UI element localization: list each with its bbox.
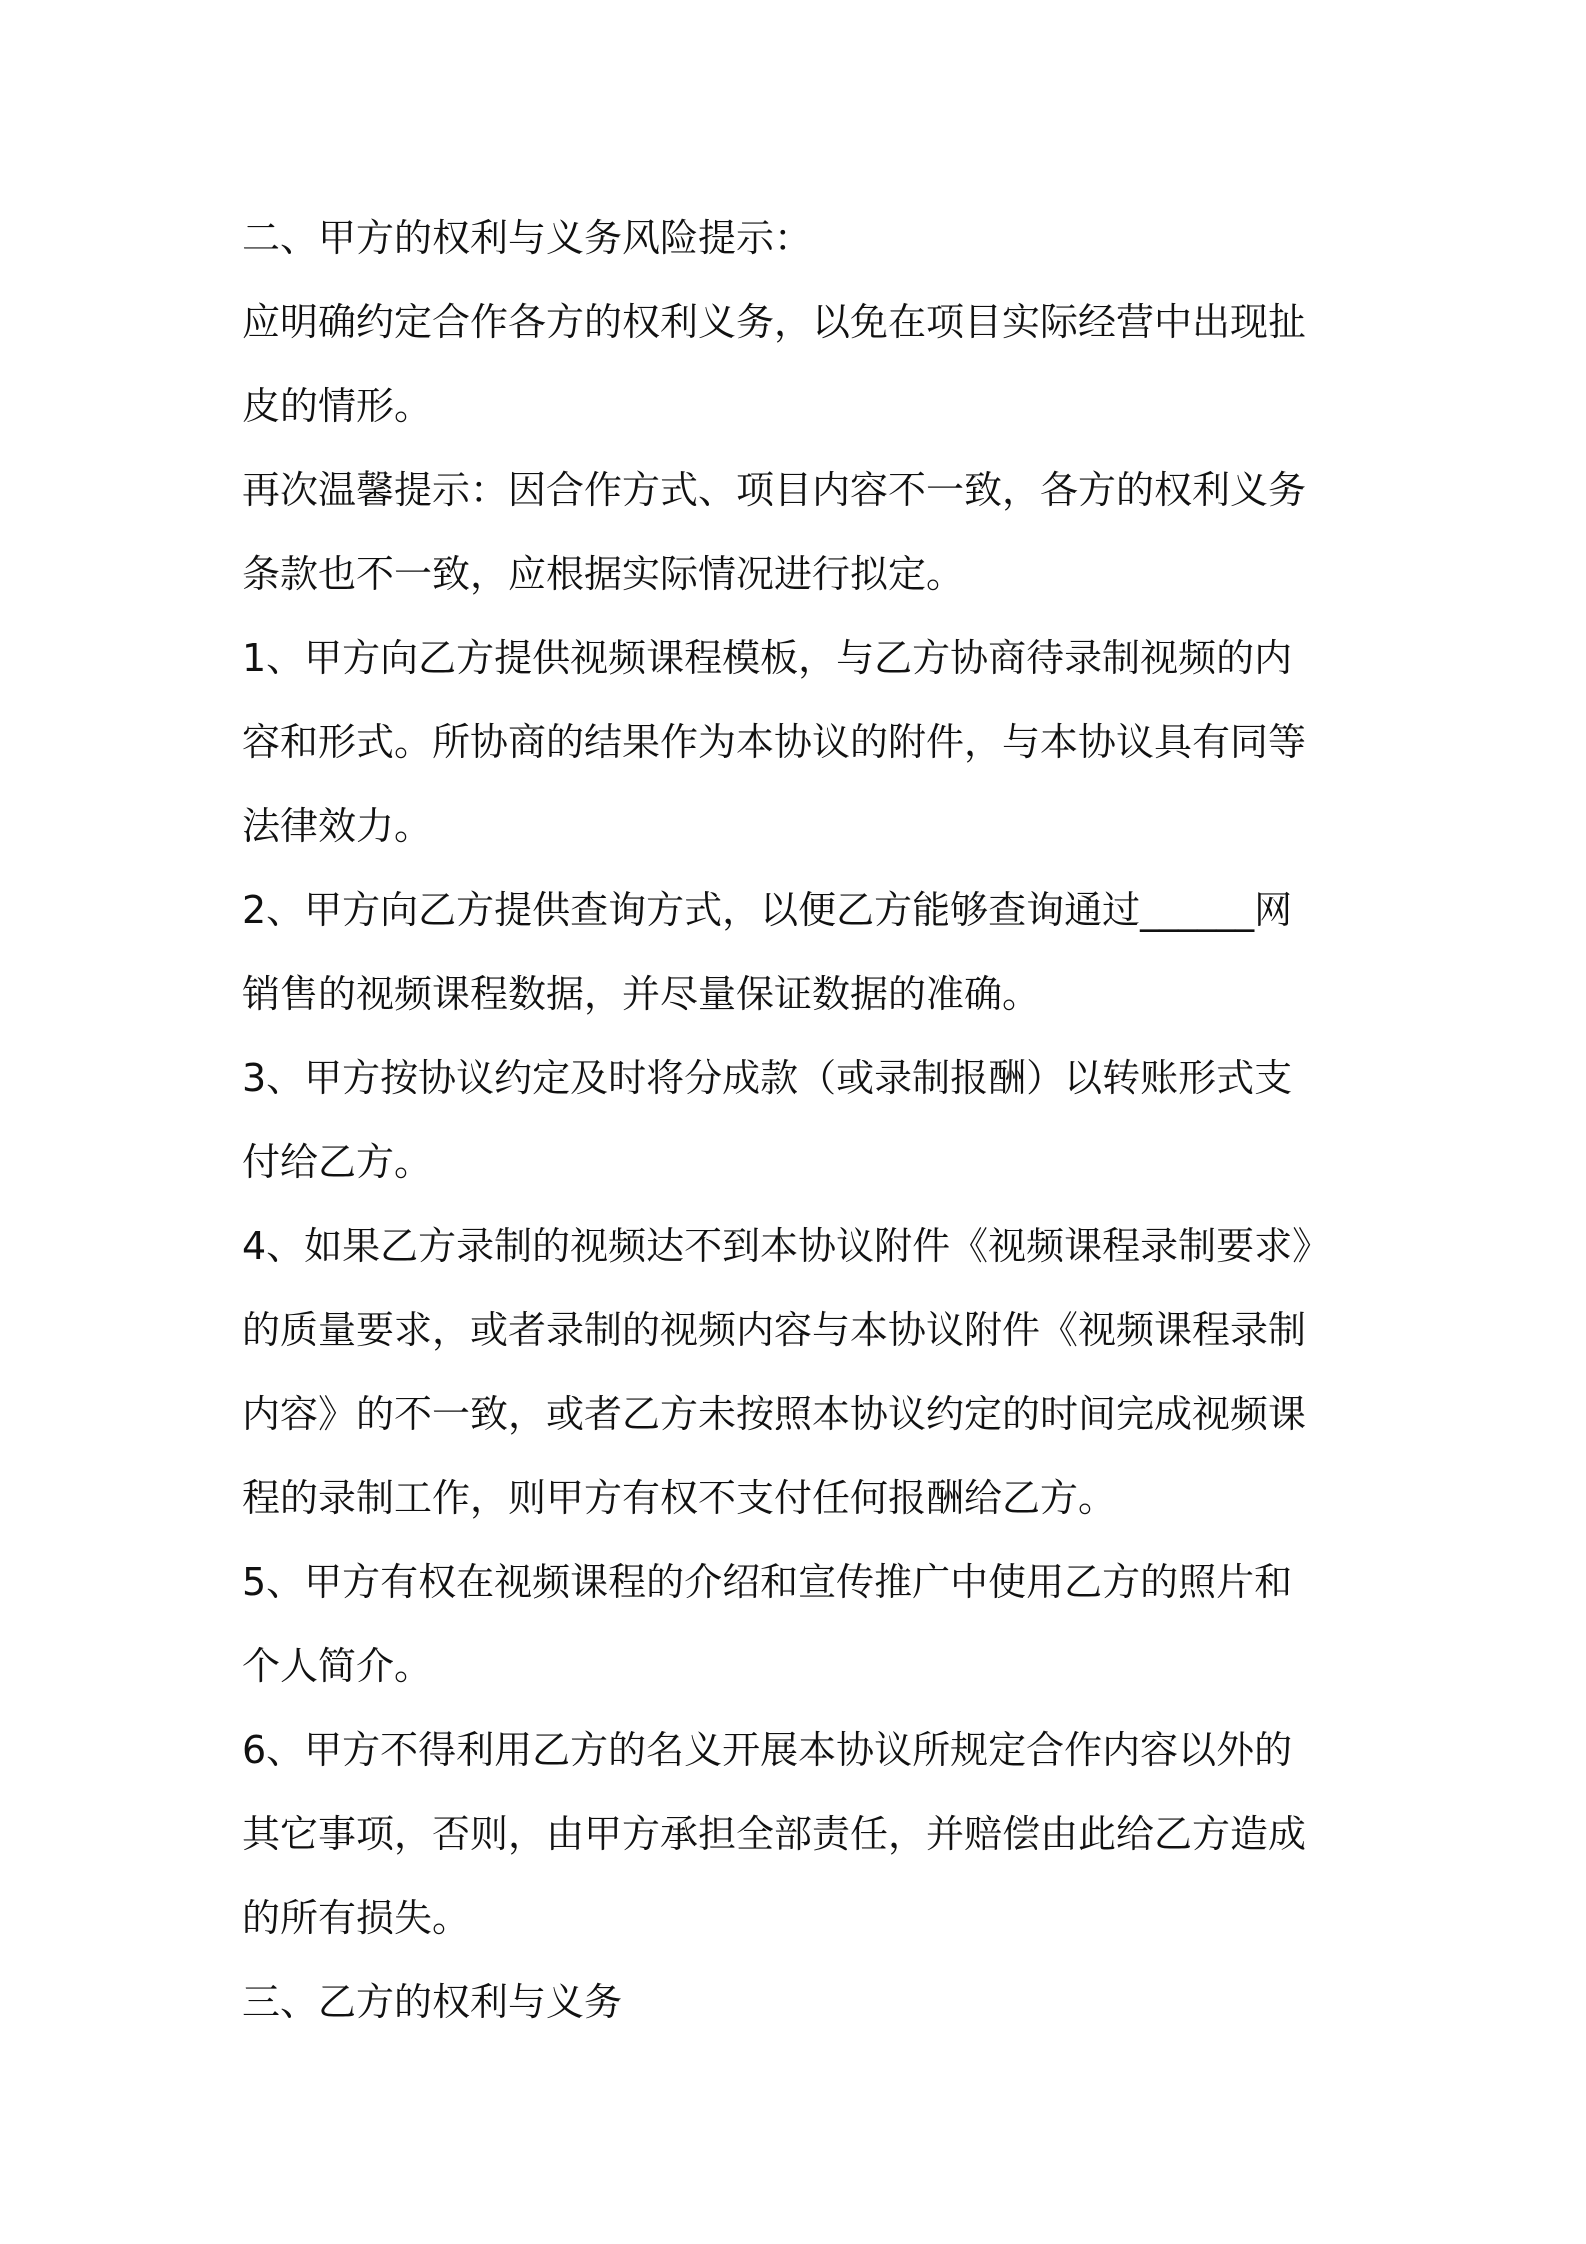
- clause-4-line: 程的录制工作，则甲方有权不支付任何报酬给乙方。: [242, 1476, 1117, 1520]
- clause-5-line: 个人简介。: [242, 1644, 433, 1688]
- clause-1-line: 容和形式。所协商的结果作为本协议的附件，与本协议具有同等: [242, 720, 1307, 764]
- clause-1-line: 法律效力。: [242, 804, 433, 848]
- clause-4: [242, 1204, 1362, 1540]
- reminder-line: 条款也不一致，应根据实际情况进行拟定。: [242, 552, 965, 596]
- clause-2-line: 销售的视频课程数据，并尽量保证数据的准确。: [242, 972, 1041, 1016]
- clause-3-line: 付给乙方。: [242, 1140, 433, 1184]
- section-2-heading: 二、甲方的权利与义务风险提示：: [242, 216, 813, 260]
- clause-5-line: 5、甲方有权在视频课程的介绍和宣传推广中使用乙方的照片和: [242, 1560, 1293, 1604]
- clause-6-line: 6、甲方不得利用乙方的名义开展本协议所规定合作内容以外的: [242, 1728, 1293, 1772]
- clause-4-line: 内容》的不一致，或者乙方未按照本协议约定的时间完成视频课: [242, 1392, 1307, 1436]
- clause-3-line: 3、甲方按协议约定及时将分成款（或录制报酬）以转账形式支: [242, 1056, 1293, 1100]
- clause-6-line: 的所有损失。: [242, 1896, 471, 1940]
- clause-2: [242, 868, 1362, 1036]
- clause-3: [242, 1036, 1362, 1204]
- document-body: [242, 196, 1362, 2044]
- clause-5: [242, 1540, 1362, 1708]
- risk-note-line: 皮的情形。: [242, 384, 433, 428]
- clause-2-line: 2、甲方向乙方提供查询方式，以便乙方能够查询通过______网: [242, 888, 1293, 932]
- clause-4-line: 的质量要求，或者录制的视频内容与本协议附件《视频课程录制: [242, 1308, 1307, 1352]
- clause-6-line: 其它事项，否则，由甲方承担全部责任，并赔偿由此给乙方造成: [242, 1812, 1307, 1856]
- section-3-heading: 三、乙方的权利与义务: [242, 1980, 623, 2024]
- risk-note-line: 应明确约定合作各方的权利义务，以免在项目实际经营中出现扯: [242, 300, 1307, 344]
- clause-4-line: 4、如果乙方录制的视频达不到本协议附件《视频课程录制要求》: [242, 1224, 1331, 1268]
- clause-1-line: 1、甲方向乙方提供视频课程模板，与乙方协商待录制视频的内: [242, 636, 1293, 680]
- reminder-paragraph: [242, 448, 1362, 616]
- clause-6: [242, 1708, 1362, 1960]
- risk-note-paragraph: [242, 280, 1362, 448]
- reminder-line: 再次温馨提示：因合作方式、项目内容不一致，各方的权利义务: [242, 468, 1307, 512]
- clause-1: [242, 616, 1362, 868]
